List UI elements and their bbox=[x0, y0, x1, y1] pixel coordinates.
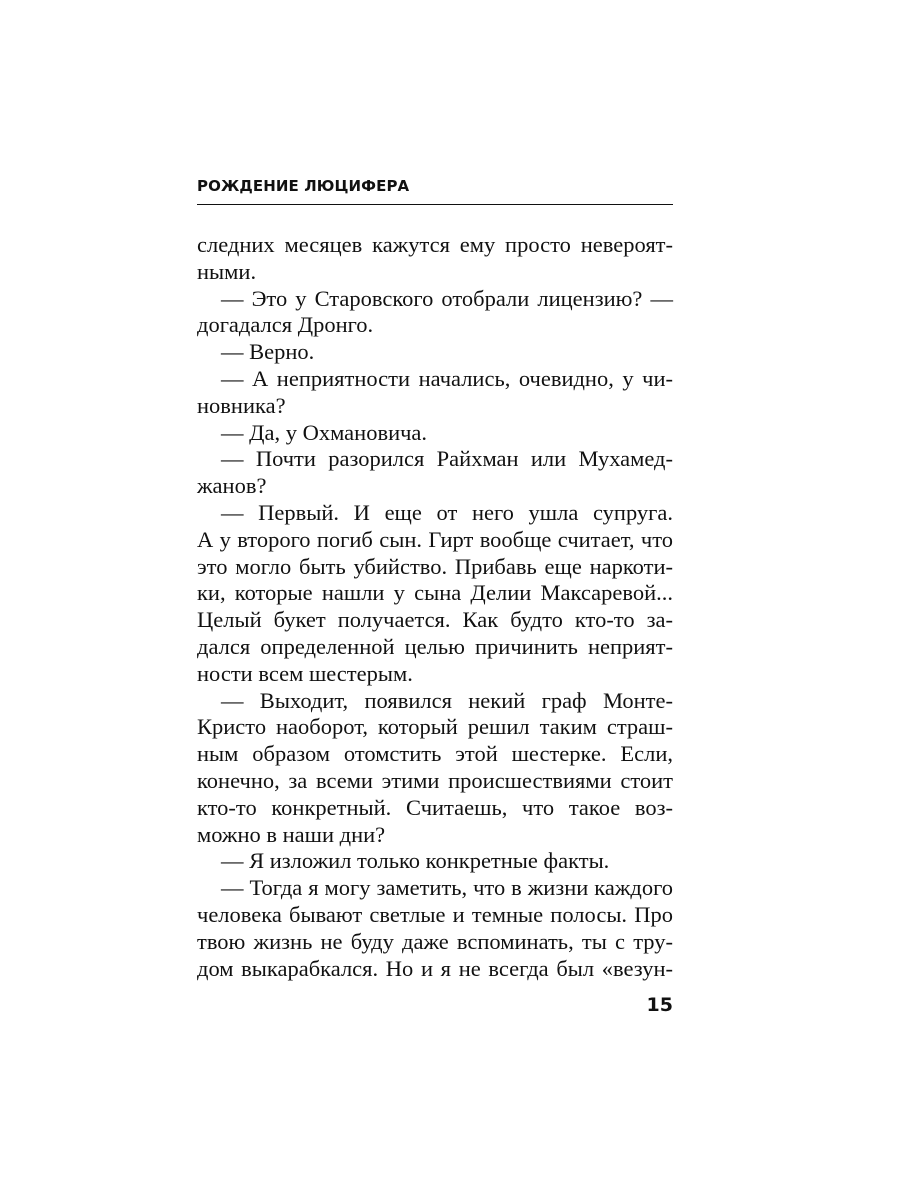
text-line: конечно, за всеми этими происшествиями стоит bbox=[197, 767, 673, 793]
body-text bbox=[197, 232, 673, 982]
text-line: — Тогда я могу заметить, что в жизни каждого bbox=[221, 875, 673, 901]
text-line: это могло быть убийство. Прибавь еще наркоти- bbox=[197, 553, 673, 579]
text-line: ным образом отомстить этой шестерке. Если, bbox=[197, 741, 673, 767]
text-line: следних месяцев кажутся ему просто невероят- bbox=[197, 232, 673, 257]
text-line: можно в наши дни? bbox=[197, 821, 386, 847]
text-line: — Да, у Охмановича. bbox=[221, 419, 428, 445]
text-line: ными. bbox=[197, 258, 257, 284]
text-line: — Почти разорился Райхман или Мухамед- bbox=[221, 446, 673, 472]
text-line: твою жизнь не буду даже вспоминать, ты с тру- bbox=[197, 928, 673, 954]
text-line: Кристо наоборот, который решил таким страш- bbox=[197, 714, 673, 740]
running-head: РОЖДЕНИЕ ЛЮЦИФЕРА bbox=[197, 177, 410, 195]
text-line: — Выходит, появился некий граф Монте- bbox=[221, 687, 673, 713]
header-rule bbox=[197, 204, 673, 205]
book-page bbox=[197, 0, 673, 1200]
text-line: — Верно. bbox=[221, 339, 315, 365]
text-line: догадался Дронго. bbox=[197, 312, 374, 338]
text-line: дался определенной целью причинить неприят- bbox=[197, 633, 673, 659]
text-line: А у второго погиб сын. Гирт вообще считает, что bbox=[197, 526, 673, 552]
text-line: — Я изложил только конкретные факты. bbox=[221, 848, 610, 874]
text-line: дом выкарабкался. Но и я не всегда был «везун- bbox=[197, 955, 673, 981]
text-line: — Первый. И еще от него ушла супруга. bbox=[221, 499, 673, 525]
text-line: новника? bbox=[197, 392, 286, 418]
text-line: человека бывают светлые и темные полосы. Про bbox=[197, 901, 673, 927]
text-line: ности всем шестерым. bbox=[197, 660, 413, 686]
text-line: кто-то конкретный. Считаешь, что такое воз- bbox=[197, 794, 673, 820]
text-line: — А неприятности начались, очевидно, у чи- bbox=[221, 365, 673, 391]
text-line: ки, которые нашли у сына Делии Максаревой... bbox=[197, 580, 673, 606]
text-line: жанов? bbox=[197, 473, 267, 499]
page-number: 15 bbox=[646, 994, 673, 1016]
text-line: Целый букет получается. Как будто кто-то за- bbox=[197, 607, 673, 633]
text-line: — Это у Старовского отобрали лицензию? — bbox=[221, 285, 673, 311]
